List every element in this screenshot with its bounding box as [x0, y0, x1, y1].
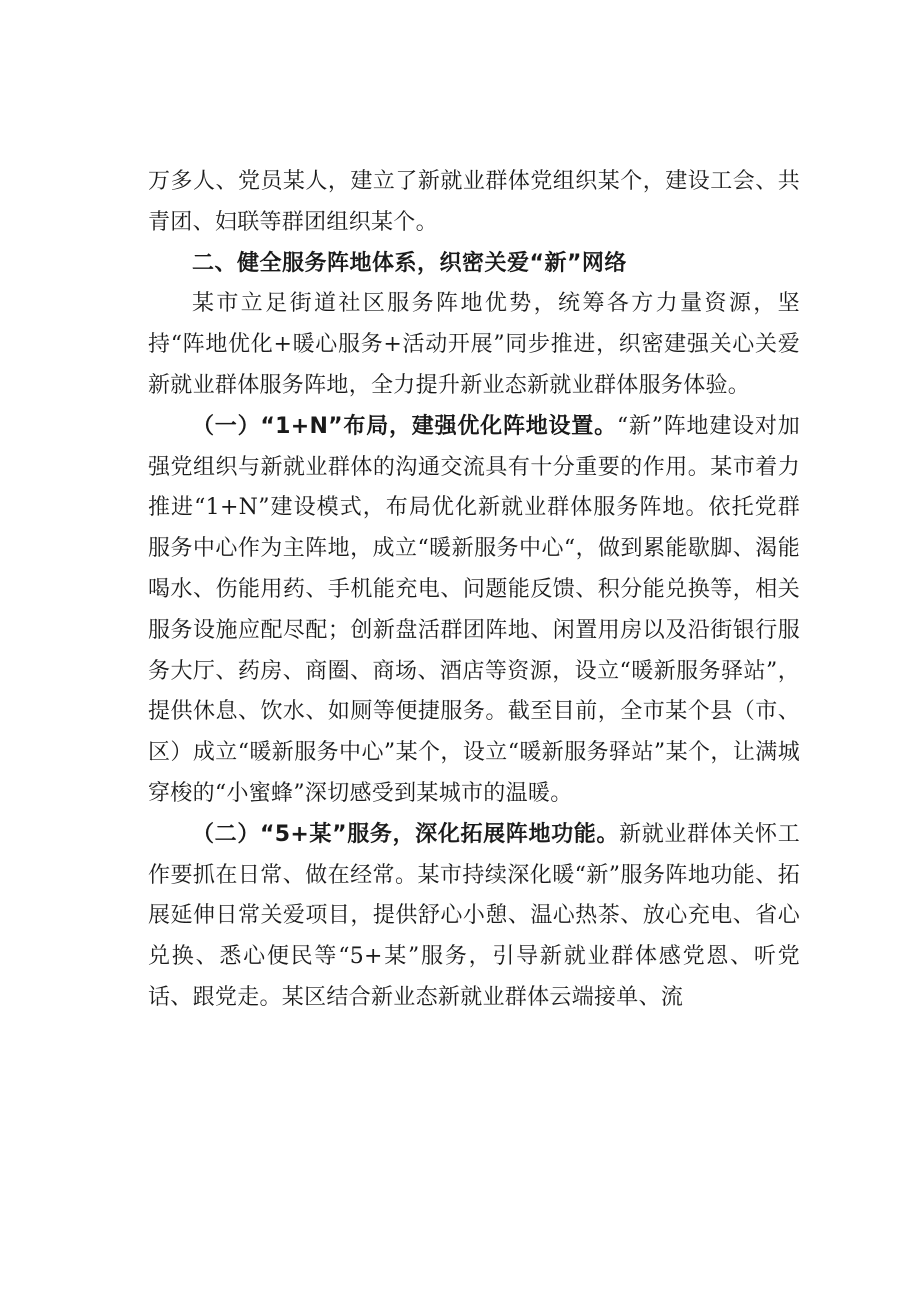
- paragraph-continuation: 万多人、党员某人，建立了新就业群体党组织某个，建设工会、共青团、妇联等群团组织某个。: [148, 169, 800, 235]
- document-body: [148, 162, 800, 1019]
- paragraph-intro: 某市立足街道社区服务阵地优势，统筹各方力量资源，坚持“阵地优化+暖心服务+活动开展”同步推进，织密建强关心关爱新就业群体服务阵地，全力提升新业态新就业群体服务体验。: [148, 291, 800, 398]
- subsection-2-body: 新就业群体关怀工作要抓在日常、做在经常。某市持续深化暖“新”服务阵地功能、拓展延伸日常关爱项目，提供舒心小憩、温心热茶、放心充电、省心兑换、悉心便民等“5+某”服务，引导新就业群体感党恩、听党话、跟党走。某区结合新业态新就业群体云端接单、流: [148, 821, 800, 1010]
- section-heading: 二、健全服务阵地体系，织密关爱“新”网络: [192, 250, 627, 276]
- subsection-2-title: （二）“5+某”服务，深化拓展阵地功能。: [192, 821, 620, 847]
- paragraph-subsection-2: [148, 815, 800, 1019]
- subsection-1-title: （一）“1+N”布局，建强优化阵地设置。: [192, 413, 617, 439]
- paragraph-subsection-1: [148, 407, 800, 815]
- subsection-1-body: “新”阵地建设对加强党组织与新就业群体的沟通交流具有十分重要的作用。某市着力推进“1+N”建设模式，布局优化新就业群体服务阵地。依托党群服务中心作为主阵地，成立“暖新服务中心“，做到累能歇脚、渴能喝水、伤能用药、手机能充电、问题能反馈、积分能兑换等，相关服务设施应配尽配；创新盘活群团阵地、闲置用房以及沿街银行服务大厅、药房、商圈、商场、酒店等资源，设立“暖新服务驿站”，提供休息、饮水、如厕等便捷服务。截至目前，全市某个县（市、区）成立“暖新服务中心”某个，设立“暖新服务驿站”某个，让满城穿梭的“小蜜蜂”深切感受到某城市的温暖。: [148, 413, 800, 806]
